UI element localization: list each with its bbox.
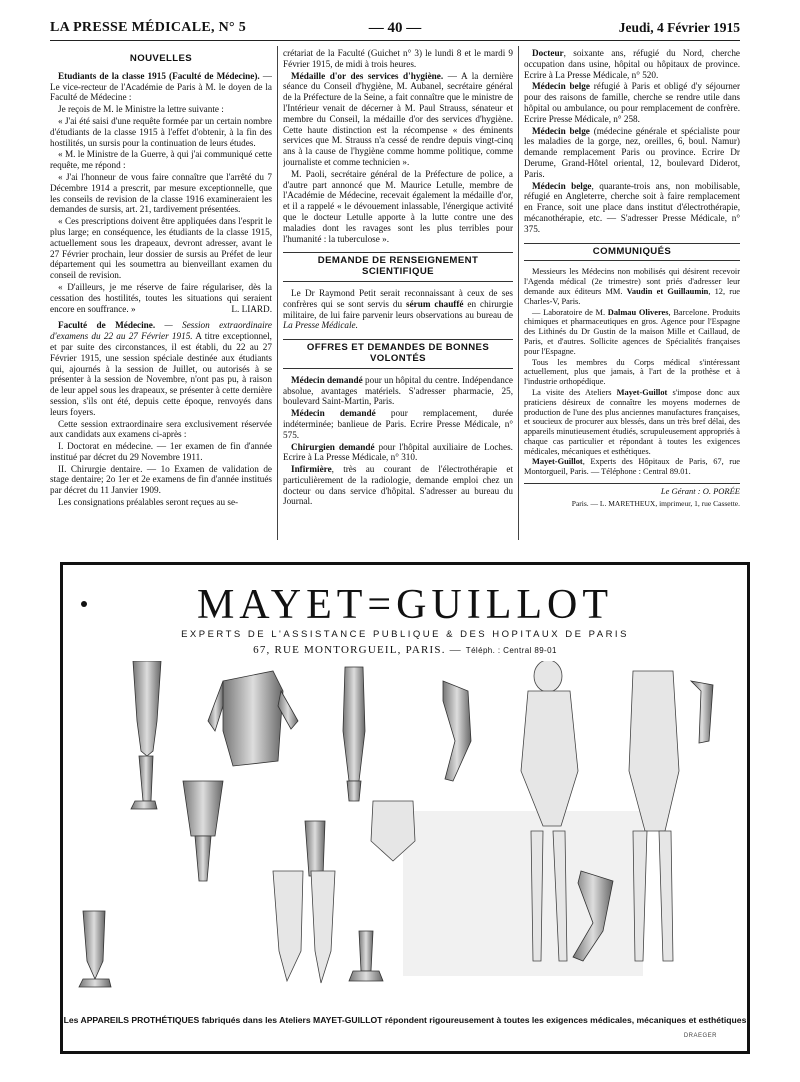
thigh-socket-icon — [183, 781, 223, 881]
paragraph: crétariat de la Faculté (Guichet n° 3) le lundi 8 et le mardi 9 Février 1915, de midi à trois heures. — [283, 48, 513, 69]
arm-prosthesis-icon — [443, 681, 471, 781]
issue-date: Jeudi, 4 Février 1915 — [618, 20, 740, 35]
corset-vest-icon — [208, 671, 298, 766]
ad-title: MAYET=GUILLOT — [196, 582, 614, 628]
leg-brace-pair-icon — [273, 871, 335, 983]
column-divider — [518, 46, 519, 540]
classified-ad: Médecin belge réfugié à Paris et obligé d'y séjourner pour des raisons de famille, cherche se rendre utile dans hôpital ou ambulance, ou pour remplacement de confrère. Ecrire Presse Médicale, n° 258. — [524, 81, 740, 124]
paragraph: « J'ai l'honneur de vous faire connaître que l'arrêté du 7 Décembre 1914 a prescrit, par mesure exceptionnelle, que les conseils de revision de la classe 1916 examineraient les demandes de sursis, art. 21, tardivement présentées. — [50, 171, 272, 215]
paragraph: Je reçois de M. le Ministre la lettre suivante : — [58, 104, 224, 115]
paragraph: Messieurs les Médecins non mobilisés qui désirent recevoir l'Agenda médical (2e trimestre) sont priés d'adresser leur demande aux éditeurs MM. Vaudin et Guillaumin, 12, rue Charles-V, Paris. — [524, 267, 740, 306]
journal-title: LA PRESSE MÉDICALE, N° 5 — [50, 20, 247, 35]
ad-subtitle: EXPERTS DE L'ASSISTANCE PUBLIQUE & DES HOPITAUX DE PARIS — [181, 629, 629, 640]
paragraph: Tous les membres du Corps médical s'intéressant actuellement, plus que jamais, à l'art de la prothèse et à l'industrie orthopédique. — [524, 357, 740, 387]
ad-address: 67, RUE MONTORGUEIL, PARIS. — Téléph. : Central 89-01 — [253, 644, 557, 656]
paragraph: Le Dr Raymond Petit serait reconnaissant à ceux de ses confrères qui se sont servis du sérum chauffé en chirurgie militaire, de lui faire parvenir leurs observations au bureau de La Presse Médicale. — [283, 287, 513, 331]
paragraph: Etudiants de la classe 1915 (Faculté de Médecine). — Le vice-recteur de l'Académie de Paris à M. le doyen de la Faculté de Médecine : — [50, 70, 272, 103]
signature-liard: L. LIARD. — [231, 303, 272, 314]
lower-leg-prosthesis-icon — [79, 911, 111, 987]
printer-line: Paris. — L. MARETHEUX, imprimeur, 1, rue Cassette. — [571, 498, 740, 508]
classified-ad: Médecin belge (médecine générale et spécialiste pour les maladies de la gorge, nez, oreilles, 6, boul. Namur) demande remplacement Paris ou province. Ecrire Dr Derume, Grand-Hôtel oriental, 12, boulevard Diderot, Paris. — [524, 125, 740, 179]
paragraph: Mayet-Guillot, Experts des Hôpitaux de Paris, 67, rue Montorgueil, Paris. — Téléphone : Central 89.01. — [524, 457, 740, 477]
ad-credit: DRAEGER — [683, 1033, 717, 1039]
knee-brace-icon — [305, 821, 325, 876]
arm-prosthesis-icon — [343, 667, 365, 801]
column-divider — [277, 46, 278, 540]
section-title-nouvelles: NOUVELLES — [129, 53, 193, 64]
classified-ad: Médecin belge, quarante-trois ans, non mobilisable, réfugié en Angleterre, cherche soit à faire remplacement en France, soit une place dans institut d'électrothérapie, mécanothérapie, etc. — S'adresser Presse Médicale, n° 375. — [524, 180, 740, 234]
paragraph: « M. le Ministre de la Guerre, à qui j'ai communiqué cette requête, me répond : — [50, 149, 272, 171]
paragraph: — Laboratoire de M. Dalmau Oliveres, Barcelone. Produits chimiques et pharmaceutiques en gros. Agence pour l'Espagne des Lithinés du Dr Gustin de la maison Mille et Caillaud, de Paris, et d'autres. Sollicite agences de Spécialités françaises pour l'Espagne. — [524, 307, 740, 356]
section-title-offres: OFFRES ET DEMANDES DE BONNES VOLONTÉS — [283, 339, 513, 369]
ad-caption: Les APPAREILS PROTHÉTIQUES fabriqués dans les Ateliers MAYET-GUILLOT répondent rigoureusement à toutes les exigences médicales, mécaniques et esthétiques — [63, 1015, 747, 1025]
leg-prosthesis-icon — [131, 661, 161, 809]
paragraph: I. Doctorat en médecine. — 1er examen de fin d'année institué par décret du 29 Novembre 1911. — [50, 441, 272, 462]
prosthetics-illustration — [73, 661, 737, 991]
paragraph: La visite des Ateliers Mayet-Guillot s'impose donc aux praticiens désireux de connaître les moyens modernes de production de l'une des plus anciennes manufactures françaises, et soucieux de procurer aux blessés, dans un très bref délai, des appareils minutieusement étudiés, scrupuleusement appropriés à chaque cas particulier et répondant à toutes les exigences médicales, mécaniques et esthétiques. — [524, 387, 740, 456]
classified-ad: Docteur, soixante ans, réfugié du Nord, cherche occupation dans usine, hôpital ou hôpitaux de province. Ecrire à La Presse Médicale, n° 520. — [524, 48, 740, 80]
paragraph: Faculté de Médecine. — Session extraordinaire d'examens du 22 au 27 Février 1915. A titre exceptionnel, et par suite des circonstances, il est établi, du 22 au 27 Février 1915, une session spéciale destinée aux étudiants qui, ajournés à la session de Juillet, ou autorisés à se présenter à la session de Novembre, n'ont pas pu, à raison de leur appel sous les drapeaux, se présenter à cette dernière session, s'ils ont été, depuis cette époque, renvoyés dans leurs foyers. — [50, 320, 272, 417]
section-title-communiques: COMMUNIQUÉS — [524, 243, 740, 262]
paragraph: M. Paoli, secrétaire général de la Préfecture de police, a d'autre part annoncé que M. Maurice Letulle, membre de l'Académie de Médecine, recevait également la médaille d'or, et il a rappelé « le dévouement inlassable, l'énergique activité que le docteur Letulle apporte à la lutte contre une des maladies dont les ravages sont les plus terribles pour l'humanité : la tuberculose ». — [283, 168, 513, 244]
foot-prosthesis-icon — [349, 931, 383, 981]
paragraph: « Ces prescriptions doivent être appliquées dans l'esprit le plus large; en conséquence, les étudiants de la classe 1915, actuellement sous les drapeaux, devront adresser, avant le 27 Février prochain, leur dossier de sursis au Préfet de leur département qui les soumettra au bienveillant examen du conseil de revision. — [50, 216, 272, 281]
column-3 — [524, 48, 740, 540]
column-2 — [283, 48, 513, 540]
section-title-demande: DEMANDE DE RENSEIGNEMENT SCIENTIFIQUE — [283, 252, 513, 282]
classified-ad: Infirmière, très au courant de l'électrothérapie et particulièrement de la radiologie, demande emploi chez un docteur ou dans service d'hôpital. S'adresser au bureau du Journal. — [283, 464, 513, 507]
page-header — [50, 18, 740, 41]
advertisement-mayet-guillot — [60, 562, 750, 1054]
paragraph: Les consignations préalables seront reçues au se- — [58, 497, 239, 508]
column-1 — [50, 48, 272, 540]
classified-ad: Médecin demandé pour remplacement, durée indéterminée; banlieue de Paris. Ecrire Presse Médicale, n° 575. — [283, 408, 513, 440]
paragraph: Cette session extraordinaire sera exclusivement réservée aux candidats aux examens ci-après : — [50, 418, 272, 440]
paragraph: II. Chirurgie dentaire. — 1o Examen de validation de stage dentaire; 2o 1er et 2e examens de fin d'année institués par décret du 11 Janvier 1909. — [50, 463, 272, 496]
gerant-line: Le Gérant : O. PORÉE — [524, 483, 740, 497]
paragraph: « J'ai été saisi d'une requête formée par un certain nombre d'étudiants de la classe 1915 à l'effet d'obtenir, à la fin des hostilités, un sursis pour la continuation de leurs études. — [50, 115, 272, 148]
classified-ad: Médecin demandé pour un hôpital du centre. Indépendance absolue, avantages matériels. S'adresser pharmacie, 25, boulevard Saint-Martin, Paris. — [283, 374, 513, 407]
paragraph: « D'ailleurs, je me réserve de faire régulariser, dès la cessation des hostilités, toutes les situations qui seraient encore en souffrance. » L. LIARD. — [50, 281, 272, 314]
classified-ad: Chirurgien demandé pour l'hôpital auxiliaire de Loches. Ecrire à La Presse Médicale, n° 310. — [283, 441, 513, 463]
ad-phone: Téléph. : Central 89-01 — [465, 646, 557, 655]
arm-prosthesis-icon — [691, 681, 713, 743]
paragraph: Médaille d'or des services d'hygiène. — A la dernière séance du Conseil d'hygiène, M. Aubanel, secrétaire général de la Préfecture de la Seine, a fait connaître que le ministre de l'Intérieur venait de décerner à M. Paul Strauss, sénateur et membre du Conseil, la médaille d'or des services d'hygiène. Cette haute distinction est la récompense « des éminents services que M. Strauss n'a cessé de rendre depuis vingt-cinq ans à la cause de l'hygiène comme homme politique, comme journaliste et comme technicien ». — [283, 70, 513, 167]
page-number: — 40 — — [368, 20, 422, 36]
